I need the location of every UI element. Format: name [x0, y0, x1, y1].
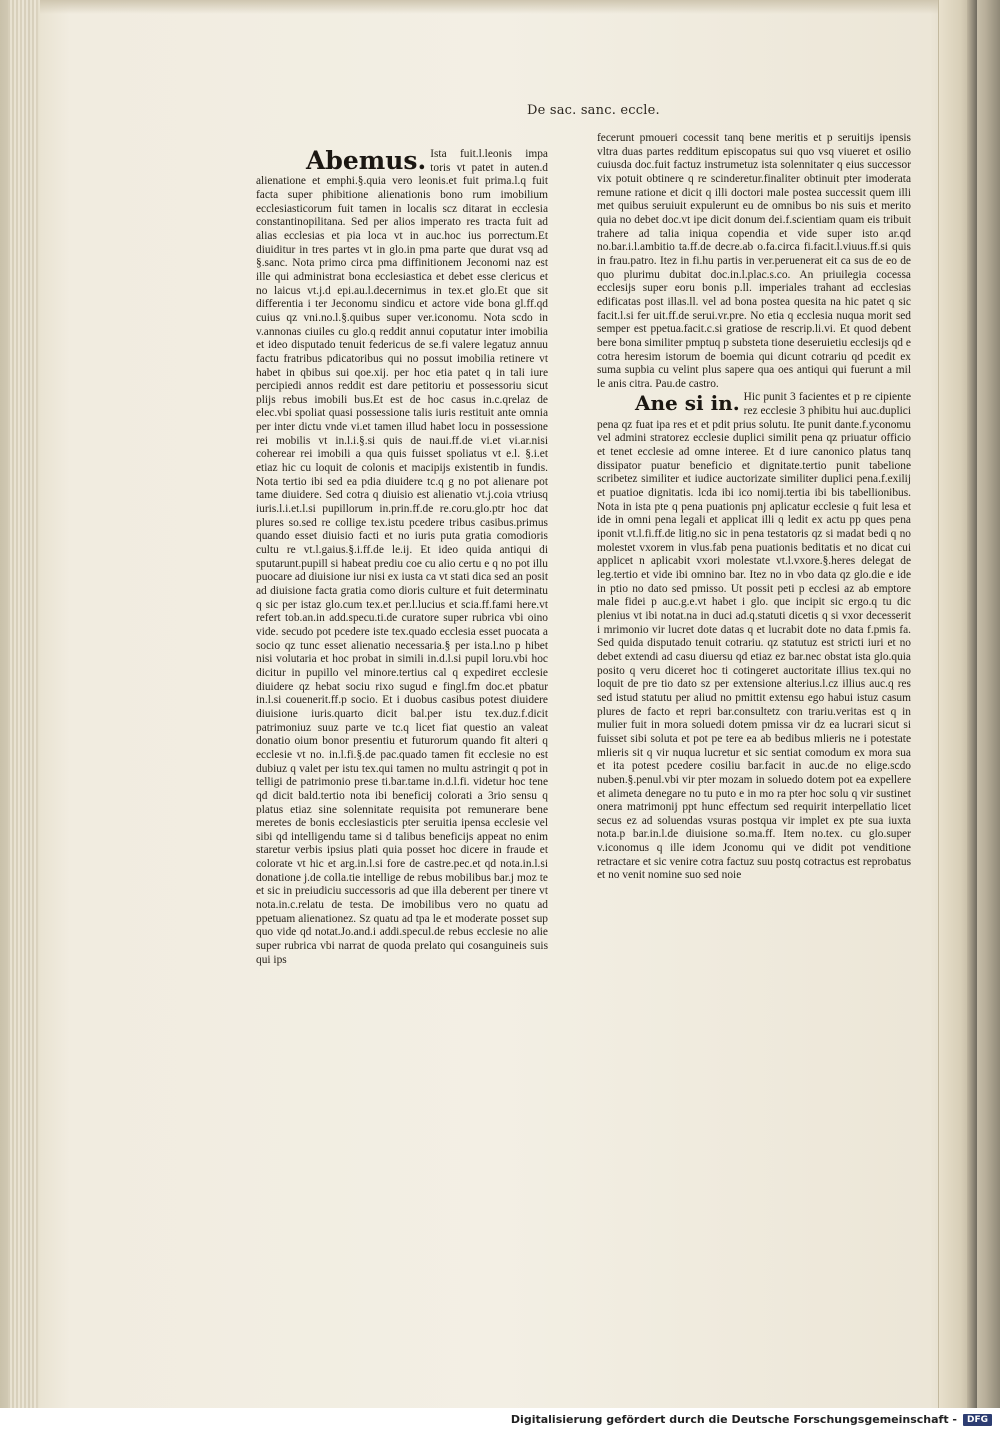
left-column-text: Ista fuit.l.leonis impa toris vt patet in auten.d alienatione et emphi.§.quia vero leonis.et fuit prima.l.q fuit facta super phibitione alienationis bono rum imobilium ecclesiasticorum fuit tamen in localis scz ditarat in ecclesia constantinopilitana. Sed per alios imperato res tracta fuit ad alias ecclesias et pia loca vt in auc.hoc ius porrectum.Et diuiditur in tres partes vt in glo.in pma parte que durat vsq ad §.sanc. Nota primo circa pma diffinitionem Jeconomi naz est ille qui administrat bona ecclesiastica et debet esse clericus et no laicus vt.j.d epi.au.l.decernimus in tex.et glo.Et que sit differentia i ter Jeconomu sindicu et actore vide bona gl.ff.qd cuius qz vni.no.l.§.quibus super ver.iconomu. Nota scdo in v.annonas ciuiles cu glo.q reddit annui coputatur inter imobilia et ideo disputado tenuit federicus de se.fi valere legatuz annuu factu fratribus pdicatoribus qui no possut imobilia retinere vt habet in qbibus sui qoe.xij. per hoc etia patet q in tali iure percipiedi annos reddit est dare petitoriu et possessoriu sicut plijs rebus imobili bus.Et est de hoc casus in.c.qrelaz de elec.vbi spoliat quasi possessione talis iuris restituit ante omnia per inter dictu vnde vi.et tamen illud habet locu in possessione rei mobilis vt in.l.i.§.si quis de naui.ff.de vi.et vi.ar.nisi coherear rei imobili a qua quis fuisset spoliatus vt e.l. §.i.et etiaz hic cu loquit de colonis et macipijs existentib in fundis. Nota tertio ibi sed ea pdia diuidere tc.q g no pot alienare pot tame diuidere. Sed cotra q diuisio est alienatio vt.j.coia vtriusq iuris.l.i.et.l.si pupillorum in.prin.ff.de re.coru.glo.ptr hoc dat plures so.sed re collige tex.istu pcedere tribus casibus.primus quando esset diuisio facti et no iuris puta gratia comodioris cultu re vt.l.gaius.§.i.ff.de le.ij. Et ideo quida antiqui di sputarunt.pupill si habeat prediu coe cu alio certu e q no pot illu puocare ad diuisione iur nisi ex iusta ca vt stati dica sed an posit ad diuisione facta gratia como dioris culture et fuit determinatu q sic per istaz glo.cum tex.et per.l.lucius et scia.ff.fami here.vt refert tob.an.in add.specu.ti.de curatore super rubrica vbi oino vide. secudo pot pcedere iste tex.quado ecclesia esset puocata a socio qz tunc esset alienatio necessaria.§ per ista.l.no p hibet nisi volutaria et hoc probat in simili in.d.l.si pupil loru.vbi hoc dicitur in pupillo vel minore.tertius cal q expediret ecclesie diuidere qz hebat sociu rixo sugud e fingl.fm doc.et pbatur in.l.si couenerit.ff.p socio. Et i duobus casibus potest diuidere diuisione iuris.quarto dicit bal.per istu tex.duz.f.dicit patrimoniuz suuz parte ve tc.q licet fiat questio an valeat donatio oium bonor presentiu et futurorum quando fit alteri q ecclesie vt no. in.l.fi.§.de pac.quado tamen fit ecclesie no est dubiuz q valet per istu tex.qui tamen no multu astringit q pot in telligi de patrimonio prese ti.bar.tame in.d.l.fi. videtur hoc tene qd dicit bald.tertio nota ibi beneficij colorati a 3rio sensu q platus etiaz sine solennitate requisita pot remunerare bene meretes de bonis ecclesiasticis pter seruitia ipensa ecclesie vel sibi qd intelligendu tame si d talibus beneficijs appeat no enim staretur verbis ipsius plati quia posset hoc dicere in fraude et colorate vt hic et arg.in.l.si fore de castre.pec.et qd nota.in.l.si donatione j.de colla.tie intellige de rebus mobilibus bar.j moz te et sic in preiudiciu successoris ad que illa deberent per tinere vt nota.in.c.relatu de testa. De imobilibus vero no quatu ad ppetuam alienationez. Sz quatu ad tpa le et moderate posset sup quo vide qd notat.Jo.and.i addi.specul.de rebus ecclesie no alie super rubrica vbi narrat de quoda prelato qui cosanguineis suis qui ips [256, 148, 548, 966]
running-head: De sac. sanc. eccle. [527, 103, 660, 118]
footer-credit: Digitalisierung gefördert durch die Deutsche Forschungsgemeinschaft - [510, 1413, 957, 1426]
binding-crease [967, 0, 977, 1408]
right-column-text-bottom: Hic punit 3 facientes et p re cipiente rez ecclesie 3 phibitu hui auc.duplici pena qz fuat ipa res et et pdit prius solutu. Ite punit dante.f.yconomu vel admini stratorez ecclesie duplici similit pena qz priuatur officio et tenet ecclesie ad omne interee. Et d iure canonico platus tanq dissipator puatur beneficio et dignitate.tertio punit tabelione scribetez similiter et iudice auctorizate similiter duplici pena.f.exilij et puatioe dignitatis. lcda ibi ico nomij.tertia ibi bis tabellionibus. Nota in ista pte q pena puationis pnj aplicatur ecclesie q fuit lesa et ide in omni pena legali et applicat illi q ledit ex actu pp ques pena iponit vt.l.fi.ff.de litig.no sic in pena testatoris qz si madat bedi q no molestet vxorem in vlus.fab pena puationis beditatis et no dicat cui applicet n aplicabit vxori molestate vt.l.vxore.§.heres delegat de leg.tertio et vide ibi omnino bar. Itez no in vbo data qz glo.die e ide in ptio no dato sed pmisso. Ut possit peti p ecclesi az ab emptore male fidei p auc.g.e.vt habet i glo. que incipit sic ergo.q tu dic plenius vt ibi notat.na in duci ad.q.statuti dicetis q si vxor decesserit i mrimonio vir lucret dote datas q et lucrabit dote no data f.pmis fa. Sed quida disputado tenuit cotrariu. qz statutuz est stricti iuri et no debet extendi ad casu diuersu qd etiaz ez bar.nec obstat ista glo.quia posito q veru diceret hoc ti cotingeret auctoritate illius tex.qui no loquit de pre tio dato sz per extensione alterius.l.cz illius auc.q res sed istud statutu per aliud no pmittit extensu ego habui istuz casum plures de facto et repri bar.consultetz con trariu.veritas est q in mulier fuit in mora soluedi dotem pmissa vir dz ea lucrari sicut si fuisset sibi soluta et pot pe tere ea ab bedibus mlieris ne i potestate mlieris sit q vir nuqua lucretur et sic sentiat comodum ex mora sua et ita potest pcedere cosiliu bar.facit in auc.de no elige.scdo nuben.§.penul.vbi vir pter mozam in soluedo dotem pot ea expellere et alimeta denegare no tu puto e in mo ra pter hoc solu q vir sustinet onera matrimonij ppt hunc effectum sed requirit interpellatio licet secus ez ad soluendas vsuras postqua vir implet ex pte sua iuxta nota.p bar.in.l.de diuisione so.ma.ff. Item no.tex. cu glo.super v.iconomus q ille idem Jconomu qui ve didit pot venditione retractare et sic venire cotra factuz suu postq cotractus est reprobatus et no venit nomine suo sed noie [597, 391, 911, 882]
page-edge-stack [8, 0, 38, 1408]
right-column-text-top: fecerunt pmoueri cocessit tanq bene meritis et p seruitijs ipensis vltra duas partes redditum episcopatus sui quo vsq viueret et osilio cuiusda doc.fuit factuz instrumetuz ista solennitater q eius successor vix potuit obtinere q re scinderetur.finaliter obtinuit pter imoderata remune ratione et dicit q illi doctori male postea successit quem illi met quibus seruiuit expulerunt eu de omnibus bo nis suis et merito quia no debet doc.vt ipe dicit donum dei.f.scientiam quam eis tribuit trahere ad talia iniqua copendia et vide super isto ar.qd no.bar.i.l.ambitio ta.ff.de decre.ab o.fa.circa fi.facit.l.viuus.ff.si quis in frau.patro. Itez in fi.hu partis in ver.peruenerat eit ca sus de eo de quo plurimu dubitat doc.in.l.plac.s.co. An priuilegia cocessa ecclesijs super eoru bonis p.ll. imperiales trahant ad ecclesias edificatas post illas.ll. vel ad bona postea quesita na hic patet q sic facit.l.si fer uit.ff.de serui.vr.pre. No etia q ecclesia nuqua morit sed semper est ppetua.facit.c.si gratiose de rescrip.li.vi. Et quod debent bere bona similiter pmptuq p substeta tione deseruietiu ecclesijs qd e cotra heresim istorum de boemia qui dicunt cotrariu qd pcedit ex suma supbia cu velint plus sapere qua oes antiqui qui fuerunt a mil le anis citra. Pau.de castro. [597, 132, 911, 390]
dfg-logo-icon: DFG [963, 1414, 992, 1426]
page-top-shadow [40, 0, 970, 14]
left-lead-word: Abemus. [306, 148, 427, 175]
digitization-footer [0, 1408, 1000, 1431]
right-lead-word: Ane si in. [635, 391, 740, 416]
left-text-column [256, 148, 548, 1244]
right-text-column [597, 132, 911, 1228]
